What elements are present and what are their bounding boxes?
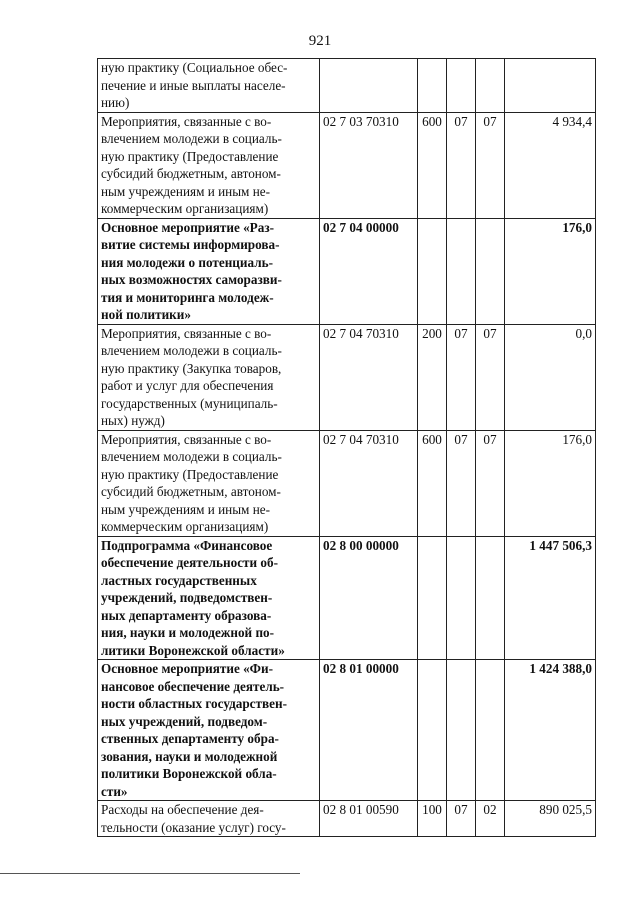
item-name-line: ным учреждениям и иным не-: [101, 501, 271, 517]
item-name-line: ных) нужд): [101, 413, 165, 428]
item-name-line: коммерческим организациям): [101, 519, 269, 534]
item-name-line: коммерческим организациям): [101, 201, 269, 216]
cell-item-name: [98, 660, 320, 801]
cell-subsection: [476, 218, 505, 324]
cell-amount: 176,0: [505, 218, 596, 324]
cell-subsection: [476, 59, 505, 113]
table-row: [98, 536, 596, 660]
item-name-line: витие системы информирова-: [101, 237, 280, 252]
item-name-line: печение и иные выплаты населе-: [101, 77, 286, 93]
cell-section: [447, 660, 476, 801]
item-name-line: ственных департаменту обра-: [101, 731, 279, 746]
cell-amount: 4 934,4: [505, 112, 596, 218]
item-name-line: тия и мониторинга молодеж-: [101, 289, 274, 305]
item-name-line: субсидий бюджетным, автоном-: [101, 166, 281, 181]
cell-section: 07: [447, 324, 476, 430]
cell-expense-type: [418, 536, 447, 660]
item-name-line: зования, науки и молодежной: [101, 748, 278, 764]
cell-item-name: [98, 801, 320, 837]
cell-amount: 0,0: [505, 324, 596, 430]
item-name-line: тельности (оказание услуг) госу-: [101, 819, 286, 835]
cell-expense-type: [418, 218, 447, 324]
cell-section: [447, 536, 476, 660]
cell-subsection: [476, 660, 505, 801]
table-row: [98, 59, 596, 113]
cell-amount: 1 447 506,3: [505, 536, 596, 660]
cell-target-code: 02 7 03 70310: [320, 112, 418, 218]
item-name-line: сти»: [101, 783, 128, 799]
item-name-line: Основное мероприятие «Раз-: [101, 219, 275, 235]
item-name-line: влечением молодежи в социаль-: [101, 343, 282, 358]
item-name-line: Основное мероприятие «Фи-: [101, 661, 274, 676]
item-name-line: ности областных государствен-: [101, 696, 287, 711]
table-row: [98, 112, 596, 218]
item-name-line: влечением молодежи в социаль-: [101, 449, 282, 464]
cell-item-name: [98, 112, 320, 218]
budget-table: [97, 58, 596, 837]
cell-item-name: [98, 324, 320, 430]
cell-expense-type: 200: [418, 324, 447, 430]
cell-amount: [505, 59, 596, 113]
cell-target-code: 02 7 04 70310: [320, 430, 418, 536]
cell-target-code: 02 8 01 00590: [320, 801, 418, 837]
cell-expense-type: [418, 660, 447, 801]
cell-item-name: [98, 430, 320, 536]
cell-amount: 890 025,5: [505, 801, 596, 837]
cell-section: 07: [447, 112, 476, 218]
item-name-line: ную практику (Предоставление: [101, 466, 279, 482]
item-name-line: ной политики»: [101, 307, 191, 322]
cell-item-name: [98, 59, 320, 113]
cell-target-code: 02 8 01 00000: [320, 660, 418, 801]
cell-section: 07: [447, 430, 476, 536]
table-row: [98, 430, 596, 536]
cell-section: [447, 218, 476, 324]
item-name-line: учреждений, подведомствен-: [101, 590, 273, 605]
cell-expense-type: 600: [418, 430, 447, 536]
cell-item-name: [98, 218, 320, 324]
cell-item-name: [98, 536, 320, 660]
cell-subsection: [476, 536, 505, 660]
budget-table-body: [98, 59, 596, 837]
item-name-line: субсидий бюджетным, автоном-: [101, 484, 281, 499]
item-name-line: ных возможностях саморазви-: [101, 272, 282, 287]
item-name-line: ния молодежи о потенциаль-: [101, 254, 273, 270]
item-name-line: ную практику (Закупка товаров,: [101, 360, 282, 376]
item-name-line: обеспечение деятельности об-: [101, 555, 279, 570]
table-row: [98, 801, 596, 837]
cell-subsection: 07: [476, 112, 505, 218]
item-name-line: ным учреждениям и иным не-: [101, 183, 271, 199]
footer-rule: [0, 873, 300, 874]
table-row: [98, 660, 596, 801]
item-name-line: ную практику (Предоставление: [101, 148, 279, 164]
item-name-line: Мероприятия, связанные с во-: [101, 431, 272, 447]
item-name-line: нансовое обеспечение деятель-: [101, 678, 285, 694]
cell-subsection: 07: [476, 430, 505, 536]
table-row: [98, 218, 596, 324]
item-name-line: ния, науки и молодежной по-: [101, 625, 275, 640]
item-name-line: литики Воронежской области»: [101, 642, 285, 658]
cell-target-code: 02 8 00 00000: [320, 536, 418, 660]
cell-section: [447, 59, 476, 113]
page-number: 921: [308, 33, 332, 49]
item-name-line: работ и услуг для обеспечения: [101, 378, 274, 393]
item-name-line: государственных (муниципаль-: [101, 395, 278, 411]
item-name-line: ластных государственных: [101, 572, 257, 588]
cell-section: 07: [447, 801, 476, 837]
table-row: [98, 324, 596, 430]
cell-target-code: 02 7 04 00000: [320, 218, 418, 324]
cell-amount: 176,0: [505, 430, 596, 536]
cell-expense-type: 100: [418, 801, 447, 837]
cell-amount: 1 424 388,0: [505, 660, 596, 801]
item-name-line: ных учреждений, подведом-: [101, 713, 268, 729]
cell-subsection: 02: [476, 801, 505, 837]
item-name-line: ных департаменту образова-: [101, 607, 272, 623]
cell-subsection: 07: [476, 324, 505, 430]
item-name-line: нию): [101, 95, 130, 110]
item-name-line: Мероприятия, связанные с во-: [101, 325, 272, 341]
item-name-line: ную практику (Социальное обес-: [101, 60, 288, 75]
item-name-line: влечением молодежи в социаль-: [101, 131, 282, 146]
cell-target-code: [320, 59, 418, 113]
item-name-line: Подпрограмма «Финансовое: [101, 537, 273, 553]
item-name-line: Мероприятия, связанные с во-: [101, 113, 272, 129]
item-name-line: политики Воронежской обла-: [101, 766, 277, 781]
cell-expense-type: [418, 59, 447, 113]
cell-target-code: 02 7 04 70310: [320, 324, 418, 430]
cell-expense-type: 600: [418, 112, 447, 218]
item-name-line: Расходы на обеспечение дея-: [101, 802, 264, 817]
